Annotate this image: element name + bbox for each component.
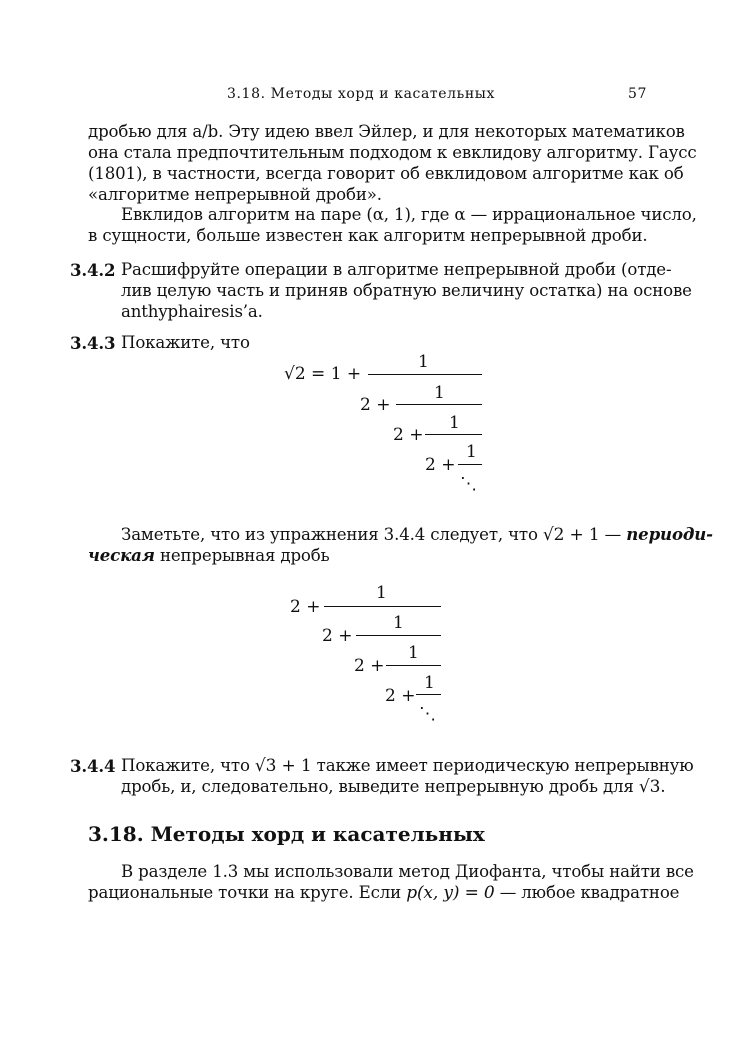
text-line bbox=[88, 545, 330, 565]
fraction-bar bbox=[396, 404, 482, 405]
dash: — bbox=[604, 525, 622, 544]
cf-term: 2 + bbox=[360, 395, 391, 415]
text-line bbox=[121, 756, 694, 776]
note-text: непрерывная дробь bbox=[159, 546, 330, 565]
cf-ellipsis: ⋱ bbox=[419, 704, 436, 724]
emphasis: периоди- bbox=[626, 524, 713, 544]
final-text: рациональные точки на круге. Если bbox=[88, 883, 402, 902]
cf-lhs: √2 = 1 + bbox=[284, 364, 362, 384]
text-line: «алгоритме непрерывной дроби». bbox=[88, 185, 382, 204]
final-text: — любое квадратное bbox=[499, 883, 680, 902]
cf-numerator: 1 bbox=[466, 442, 477, 462]
text-line: (1801), в частности, всегда говорит об евклидовом алгоритме как об bbox=[88, 164, 684, 183]
inline-math: √2 + 1 bbox=[542, 525, 600, 545]
fraction-bar bbox=[416, 694, 441, 695]
cf-numerator: 1 bbox=[408, 643, 419, 663]
text-line: Покажите, что bbox=[121, 333, 250, 352]
cf-term: 2 + bbox=[354, 656, 385, 676]
text-line bbox=[88, 883, 679, 903]
section-title: 3.18. Методы хорд и касательных bbox=[88, 822, 485, 846]
ex-text: дробь, и, следовательно, выведите непрерывную дробь для bbox=[121, 777, 634, 796]
cf-term: 2 + bbox=[322, 626, 353, 646]
fraction-bar bbox=[324, 606, 441, 607]
cf-term: 2 + bbox=[290, 597, 321, 617]
section-heading bbox=[88, 822, 485, 846]
fraction-bar bbox=[368, 374, 482, 375]
cf-numerator: 1 bbox=[418, 352, 429, 372]
cf-numerator: 1 bbox=[424, 673, 435, 693]
running-header: 3.18. Методы хорд и касательных bbox=[227, 86, 496, 102]
exercise-number: 3.4.3 bbox=[70, 333, 116, 353]
fraction-bar bbox=[356, 635, 441, 636]
exercise-number: 3.4.4 bbox=[70, 756, 116, 776]
text-line bbox=[121, 524, 713, 545]
cf-term: 2 + bbox=[385, 686, 416, 706]
cf-numerator: 1 bbox=[376, 583, 387, 603]
text-line: она стала предпочтительным подходом к евклидову алгоритму. Гаусс bbox=[88, 143, 697, 162]
text-line: в сущности, больше известен как алгоритм непрерывной дроби. bbox=[88, 226, 648, 245]
emphasis: ческая bbox=[88, 545, 155, 565]
cf-term: 2 + bbox=[393, 425, 424, 445]
cf-ellipsis: ⋱ bbox=[460, 474, 477, 494]
cf-numerator: 1 bbox=[393, 613, 404, 633]
inline-math: √3. bbox=[638, 777, 666, 797]
ex-text: Покажите, что bbox=[121, 756, 250, 775]
fraction-bar bbox=[458, 464, 482, 465]
inline-math: p(x, y) = 0 bbox=[406, 883, 495, 903]
page-number: 57 bbox=[628, 86, 648, 102]
text-line bbox=[121, 777, 666, 797]
inline-math: √3 + 1 bbox=[254, 756, 312, 776]
cf-numerator: 1 bbox=[449, 413, 460, 433]
text-line: Евклидов алгоритм на паре (α, 1), где α — иррациональное число, bbox=[121, 205, 697, 224]
ex-text: также имеет периодическую непрерывную bbox=[316, 756, 694, 775]
cf-numerator: 1 bbox=[434, 383, 445, 403]
exercise-number: 3.4.2 bbox=[70, 260, 116, 280]
fraction-bar bbox=[386, 665, 441, 666]
text-line: anthyphairesis’а. bbox=[121, 302, 263, 321]
text-line: В разделе 1.3 мы использовали метод Диофанта, чтобы найти все bbox=[121, 862, 694, 881]
text-line: Расшифруйте операции в алгоритме непрерывной дроби (отде- bbox=[121, 260, 672, 279]
text-line: лив целую часть и приняв обратную величину остатка) на основе bbox=[121, 281, 692, 300]
cf-term: 2 + bbox=[425, 455, 456, 475]
text-line: дробью для a/b. Эту идею ввел Эйлер, и для некоторых математиков bbox=[88, 122, 685, 141]
fraction-bar bbox=[425, 434, 482, 435]
note-text: Заметьте, что из упражнения 3.4.4 следует, что bbox=[121, 525, 538, 544]
